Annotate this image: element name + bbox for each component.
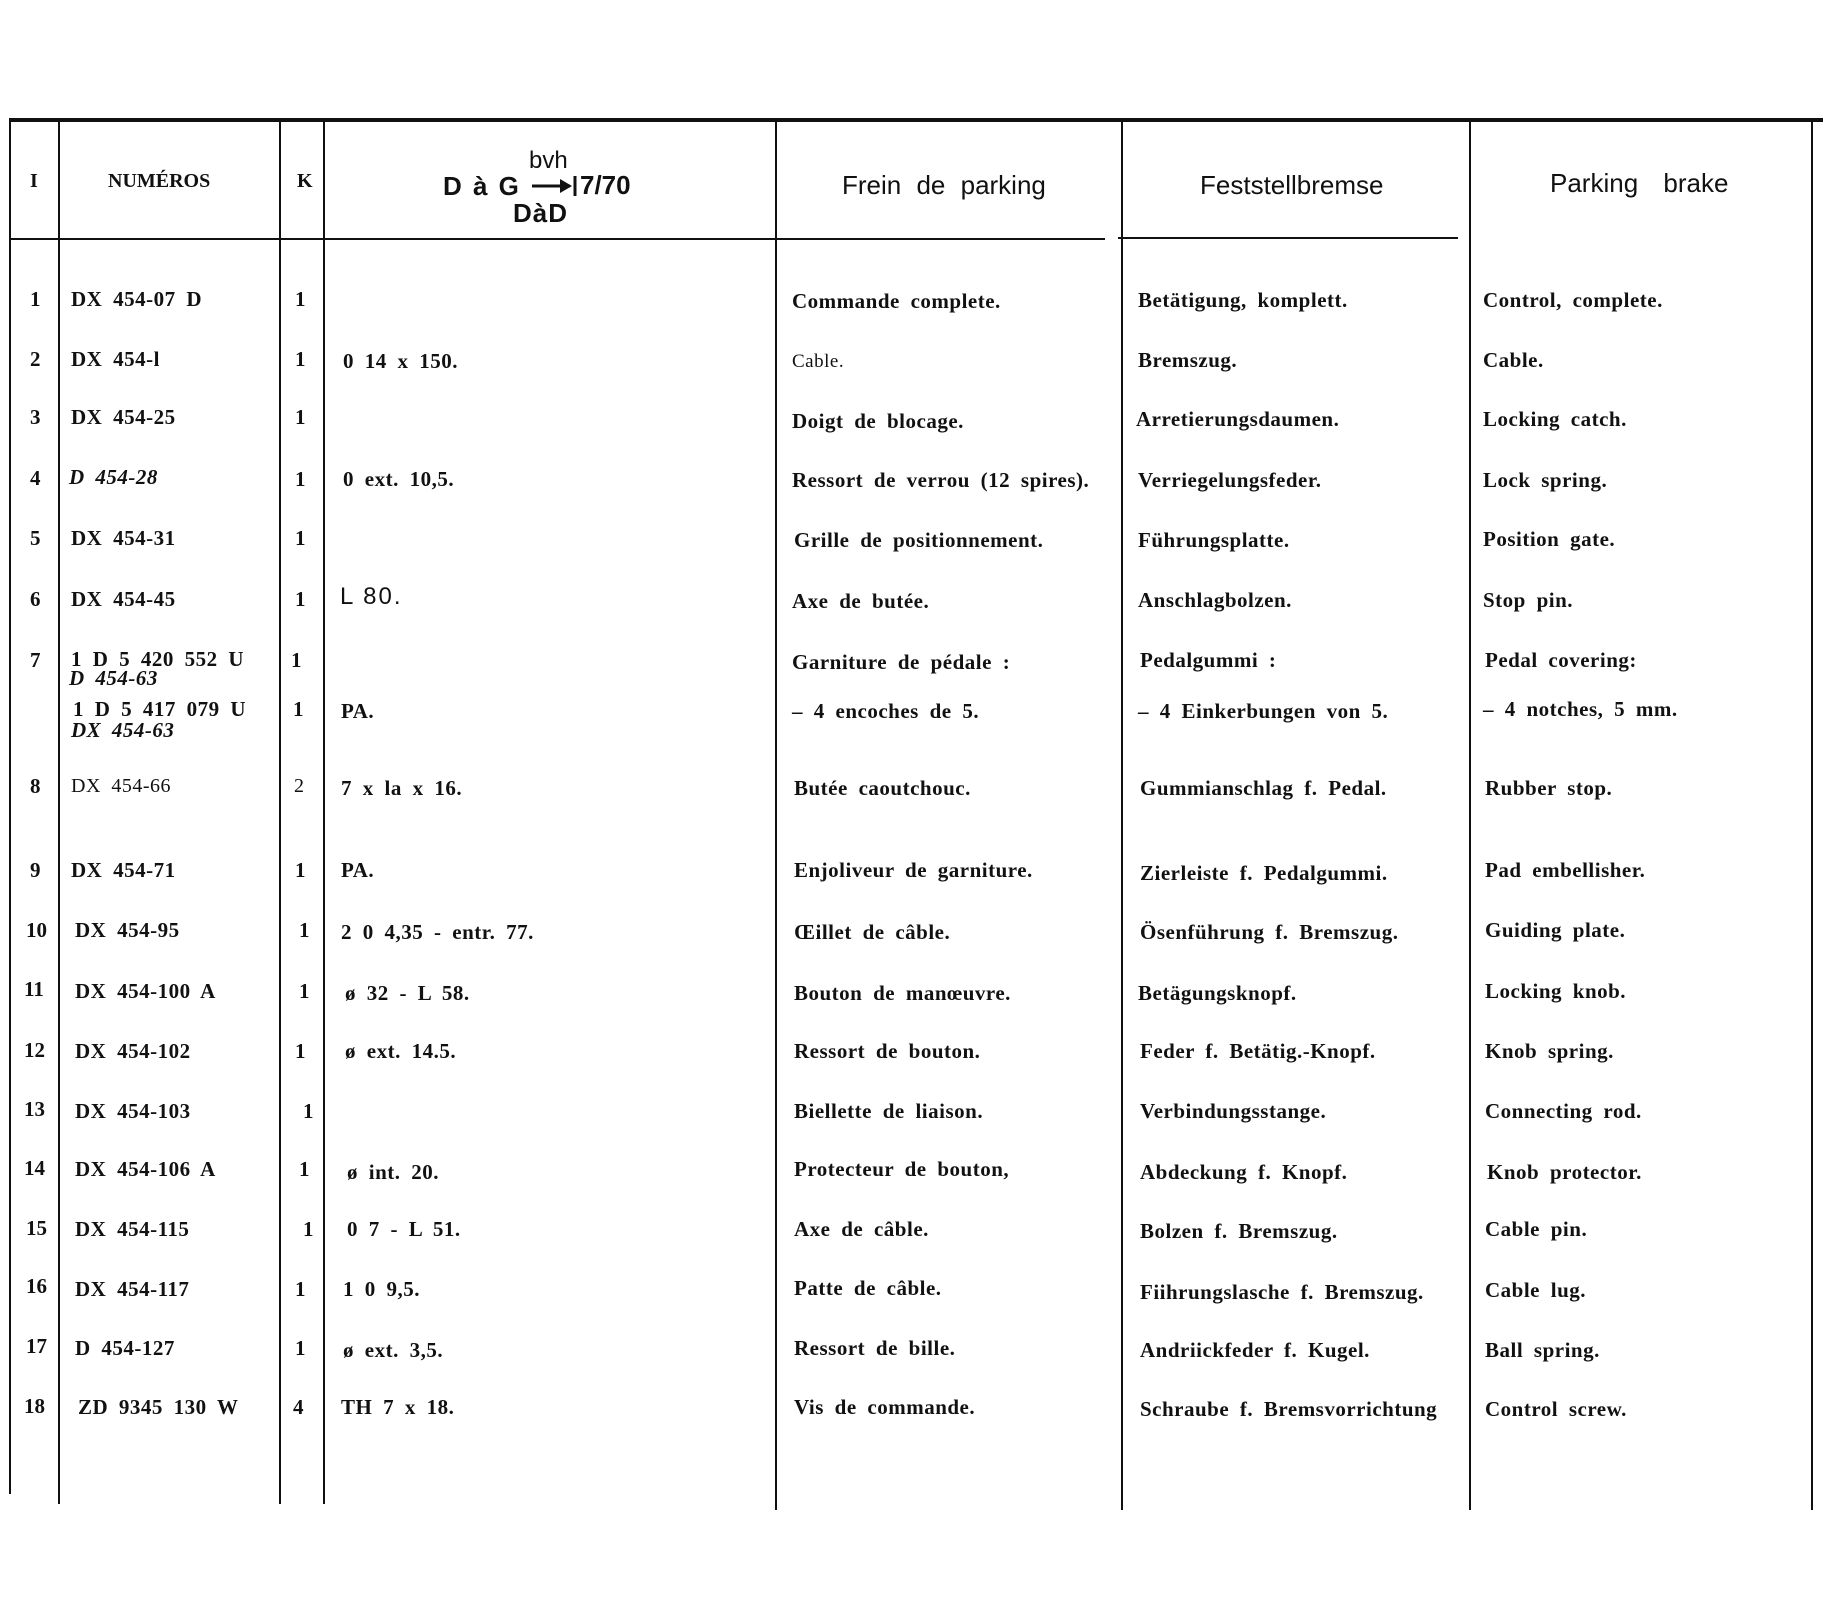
part-number: DX 454-71 xyxy=(71,858,176,882)
desc-de: Betätigung, komplett. xyxy=(1138,288,1348,312)
col-rule-7 xyxy=(1811,118,1813,1510)
desc-de: Ösenführung f. Bremszug. xyxy=(1140,920,1399,944)
col-rule-3 xyxy=(323,118,325,1504)
desc-de: Gummianschlag f. Pedal. xyxy=(1140,776,1387,800)
header-index: I xyxy=(30,170,38,192)
desc-fr: Bouton de manœuvre. xyxy=(794,981,1011,1005)
col-rule-6 xyxy=(1469,118,1471,1510)
desc-en: Pad embellisher. xyxy=(1485,858,1646,882)
desc-fr: Ressort de bouton. xyxy=(794,1039,981,1063)
spec-note: ø ext. 3,5. xyxy=(343,1338,444,1362)
quantity: 1 xyxy=(295,1039,306,1063)
desc-de: – 4 Einkerbungen von 5. xyxy=(1138,699,1389,723)
desc-fr: Protecteur de bouton, xyxy=(794,1157,1010,1181)
row-index: 13 xyxy=(24,1097,45,1121)
desc-fr: Œillet de câble. xyxy=(794,920,951,944)
desc-de: Verbindungsstange. xyxy=(1140,1099,1327,1123)
spec-note: 0 ext. 10,5. xyxy=(343,467,455,491)
part-number: DX 454-103 xyxy=(75,1099,191,1123)
spec-note: 1 0 9,5. xyxy=(343,1277,420,1301)
spec-note: ø ext. 14.5. xyxy=(345,1039,457,1063)
row-index: 10 xyxy=(26,918,47,942)
arrow-to-bar-icon xyxy=(530,174,580,198)
desc-en: Lock spring. xyxy=(1483,468,1608,492)
desc-de: Schraube f. Bremsvorrichtung xyxy=(1140,1397,1438,1421)
part-number: DX 454-07 D xyxy=(71,287,202,311)
desc-fr: Biellette de liaison. xyxy=(794,1099,984,1123)
desc-de: Verriegelungsfeder. xyxy=(1138,468,1322,492)
part-number: ZD 9345 130 W xyxy=(78,1395,239,1419)
desc-de: Pedalgummi : xyxy=(1140,648,1277,672)
row-index: 16 xyxy=(26,1274,47,1298)
row-index: 5 xyxy=(30,526,41,550)
header-lang-de: Feststellbremse xyxy=(1200,170,1384,200)
variant-dag-label: D à G xyxy=(443,171,521,201)
row-index: 12 xyxy=(24,1038,45,1062)
quantity: 1 xyxy=(293,697,304,721)
desc-en: Ball spring. xyxy=(1485,1338,1600,1362)
row-index: 1 xyxy=(30,287,41,311)
header-k: K xyxy=(297,170,313,192)
spec-note: 0 7 - L 51. xyxy=(347,1217,461,1241)
part-number: DX 454-117 xyxy=(75,1277,190,1301)
spec-note: ø 32 - L 58. xyxy=(345,981,470,1005)
desc-en: Control, complete. xyxy=(1483,288,1663,312)
desc-en: Pedal covering: xyxy=(1485,648,1637,672)
part-number: DX 454-102 xyxy=(75,1039,191,1063)
desc-fr: Garniture de pédale : xyxy=(792,650,1011,674)
part-number: 1 D 5 417 079 U xyxy=(73,697,247,721)
part-number: 1 D 5 420 552 U xyxy=(71,647,245,671)
desc-fr: Patte de câble. xyxy=(794,1276,942,1300)
desc-fr: Enjoliveur de garniture. xyxy=(794,858,1033,882)
table-top-rule xyxy=(9,118,1823,122)
part-number: D 454-28 xyxy=(69,465,158,489)
quantity: 1 xyxy=(299,979,310,1003)
desc-de: Bolzen f. Bremszug. xyxy=(1140,1219,1338,1243)
part-number-alt: D 454-63 xyxy=(69,666,158,690)
desc-fr: – 4 encoches de 5. xyxy=(792,699,980,723)
row-index: 6 xyxy=(30,587,41,611)
desc-fr: Axe de câble. xyxy=(794,1217,929,1241)
desc-en: Locking knob. xyxy=(1485,979,1627,1003)
desc-fr: Cable. xyxy=(792,351,845,372)
header-numeros: NUMÉROS xyxy=(108,170,211,192)
desc-de: Andriickfeder f. Kugel. xyxy=(1140,1338,1370,1362)
col-rule-2 xyxy=(279,118,281,1504)
quantity: 1 xyxy=(303,1217,314,1241)
row-index: 17 xyxy=(26,1334,47,1358)
quantity: 1 xyxy=(295,1277,306,1301)
desc-de: Führungsplatte. xyxy=(1138,528,1290,552)
variant-date-label: 7/70 xyxy=(580,170,631,200)
spec-note: ø int. 20. xyxy=(347,1160,440,1184)
quantity: 1 xyxy=(291,648,302,672)
row-index: 14 xyxy=(24,1156,45,1180)
desc-en: Rubber stop. xyxy=(1485,776,1613,800)
desc-en: Stop pin. xyxy=(1483,588,1574,612)
desc-fr: Grille de positionnement. xyxy=(794,528,1044,552)
spec-note: TH 7 x 18. xyxy=(341,1395,455,1419)
part-number: DX 454-25 xyxy=(71,405,176,429)
desc-de: Bremszug. xyxy=(1138,348,1238,372)
part-number: DX 454-100 A xyxy=(75,979,216,1003)
col-rule-0 xyxy=(9,118,11,1494)
quantity: 1 xyxy=(295,467,306,491)
spec-note: PA. xyxy=(341,858,375,882)
desc-de: Arretierungsdaumen. xyxy=(1136,407,1340,431)
desc-fr: Ressort de verrou (12 spires). xyxy=(792,468,1090,492)
quantity: 1 xyxy=(295,347,306,371)
part-number: DX 454-45 xyxy=(71,587,176,611)
part-number: D 454-127 xyxy=(75,1336,175,1360)
desc-en: Knob spring. xyxy=(1485,1039,1614,1063)
quantity: 1 xyxy=(299,918,310,942)
part-number: DX 454-106 A xyxy=(75,1157,216,1181)
desc-en: Position gate. xyxy=(1483,527,1616,551)
header-bottom-rule-left xyxy=(9,238,1105,240)
part-number: DX 454-66 xyxy=(71,775,172,797)
part-number-alt: DX 454-63 xyxy=(71,718,175,742)
quantity: 1 xyxy=(303,1099,314,1123)
desc-de: Betägungsknopf. xyxy=(1138,981,1297,1005)
header-lang-en: Parking brake xyxy=(1550,168,1729,198)
quantity: 1 xyxy=(295,587,306,611)
quantity: 1 xyxy=(295,405,306,429)
spec-note: PA. xyxy=(341,699,375,723)
row-index: 9 xyxy=(30,858,41,882)
desc-fr: Axe de butée. xyxy=(792,589,930,613)
col-rule-5 xyxy=(1121,118,1123,1510)
desc-en: Cable pin. xyxy=(1485,1217,1588,1241)
spec-note: 0 14 x 150. xyxy=(343,349,458,373)
quantity: 1 xyxy=(295,526,306,550)
quantity: 1 xyxy=(295,287,306,311)
spec-note: 2 0 4,35 - entr. 77. xyxy=(341,920,534,944)
row-index: 2 xyxy=(30,347,41,371)
col-rule-4 xyxy=(775,118,777,1510)
part-number: DX 454-l xyxy=(71,347,160,371)
row-index: 11 xyxy=(24,977,44,1001)
desc-en: Locking catch. xyxy=(1483,407,1627,431)
variant-dad-label: DàD xyxy=(513,198,569,228)
desc-fr: Butée caoutchouc. xyxy=(794,776,971,800)
desc-en: Knob protector. xyxy=(1487,1160,1642,1184)
desc-en: – 4 notches, 5 mm. xyxy=(1483,697,1678,721)
variant-top-label: bvh xyxy=(529,147,568,174)
row-index: 15 xyxy=(26,1216,47,1240)
quantity: 1 xyxy=(295,1336,306,1360)
header-lang-fr: Frein de parking xyxy=(842,170,1046,200)
quantity: 1 xyxy=(295,858,306,882)
part-number: DX 454-115 xyxy=(75,1217,190,1241)
spec-note: L 80. xyxy=(340,583,403,610)
desc-fr: Doigt de blocage. xyxy=(792,409,964,433)
desc-en: Cable lug. xyxy=(1485,1278,1587,1302)
desc-fr: Vis de commande. xyxy=(794,1395,976,1419)
row-index: 3 xyxy=(30,405,41,429)
part-number: DX 454-31 xyxy=(71,526,176,550)
quantity: 2 xyxy=(294,775,304,797)
desc-en: Cable. xyxy=(1483,348,1544,372)
desc-de: Anschlagbolzen. xyxy=(1138,588,1292,612)
desc-en: Guiding plate. xyxy=(1485,918,1626,942)
quantity: 1 xyxy=(299,1157,310,1181)
row-index: 7 xyxy=(30,648,41,672)
part-number: DX 454-95 xyxy=(75,918,180,942)
row-index: 4 xyxy=(30,466,41,490)
desc-fr: Commande complete. xyxy=(792,289,1001,313)
quantity: 4 xyxy=(293,1395,304,1419)
row-index: 8 xyxy=(30,774,41,798)
spec-note: 7 x la x 16. xyxy=(341,776,463,800)
desc-de: Abdeckung f. Knopf. xyxy=(1140,1160,1348,1184)
desc-en: Control screw. xyxy=(1485,1397,1627,1421)
row-index: 18 xyxy=(24,1394,45,1418)
header-bottom-rule-right xyxy=(1118,237,1458,239)
desc-de: Fiihrungslasche f. Bremszug. xyxy=(1140,1280,1424,1304)
desc-en: Connecting rod. xyxy=(1485,1099,1642,1123)
col-rule-1 xyxy=(58,118,60,1504)
desc-fr: Ressort de bille. xyxy=(794,1336,956,1360)
desc-de: Zierleiste f. Pedalgummi. xyxy=(1140,861,1388,885)
desc-de: Feder f. Betätig.-Knopf. xyxy=(1140,1039,1376,1063)
